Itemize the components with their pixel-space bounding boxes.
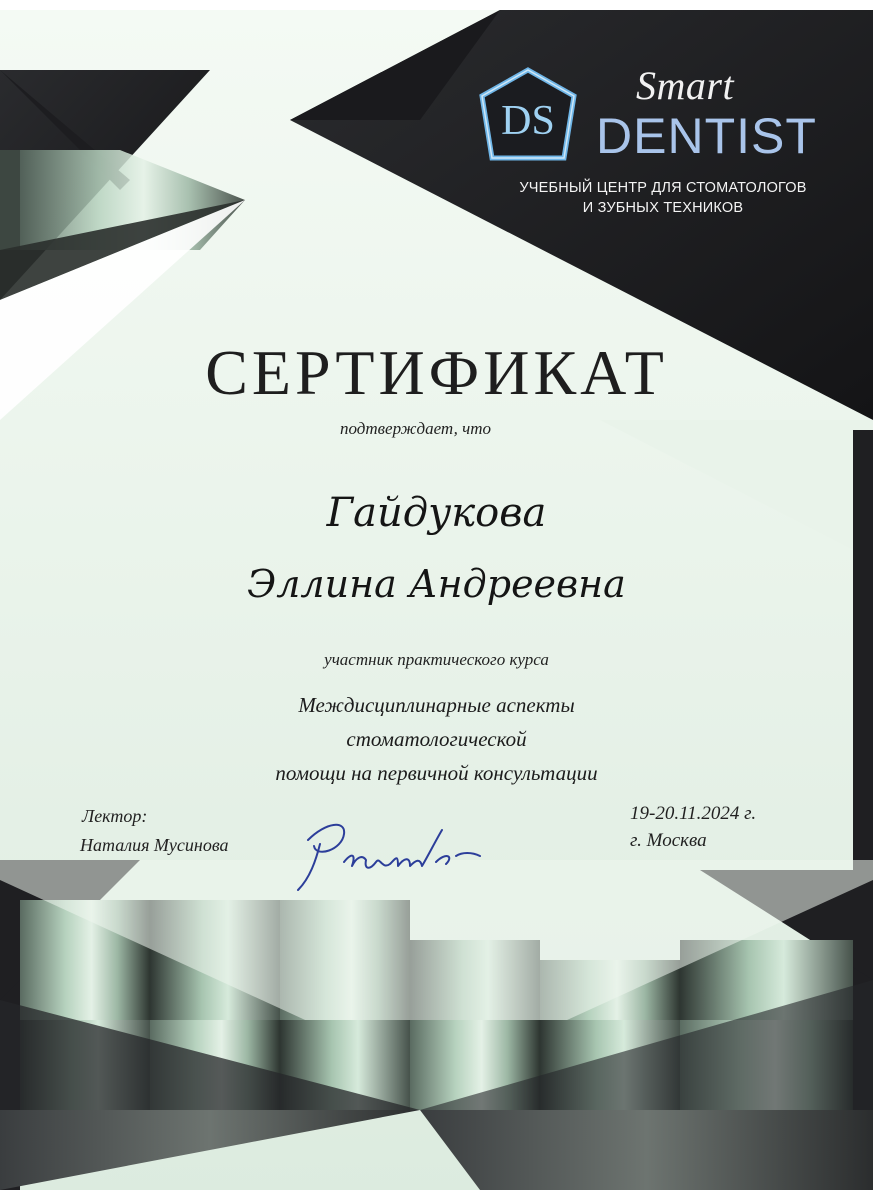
course-city: г. Москва xyxy=(630,830,707,851)
confirms-text: подтверждает, что xyxy=(340,419,491,438)
certificate-title: СЕРТИФИКАТ xyxy=(205,337,668,408)
brand-subtitle-line1: УЧЕБНЫЙ ЦЕНТР ДЛЯ СТОМАТОЛОГОВ xyxy=(519,180,807,196)
course-date: 19-20.11.2024 г. xyxy=(630,803,757,824)
participant-role: участник практического курса xyxy=(324,650,549,669)
lecturer-name: Наталия Мусинова xyxy=(80,835,229,855)
recipient-first-name: Эллина Андреевна xyxy=(247,562,626,606)
recipient-last-name: Гайдукова xyxy=(326,490,547,536)
lecturer-label: Лектор: xyxy=(82,806,148,826)
logo-emblem xyxy=(476,66,580,168)
brand-script: Smart xyxy=(636,63,735,108)
brand-subtitle-line2: И ЗУБНЫХ ТЕХНИКОВ xyxy=(582,200,744,216)
course-title-line3: помощи на первичной консультации xyxy=(275,761,598,785)
course-title-line2: стоматологической xyxy=(346,727,527,751)
brand-subtitle xyxy=(498,178,828,218)
course-title xyxy=(0,688,873,790)
logo-monogram: DS xyxy=(501,98,555,144)
lecturer-signature xyxy=(286,800,506,900)
brand-main: DENTIST xyxy=(596,108,817,164)
course-title-line1: Междисциплинарные аспекты xyxy=(298,693,575,717)
